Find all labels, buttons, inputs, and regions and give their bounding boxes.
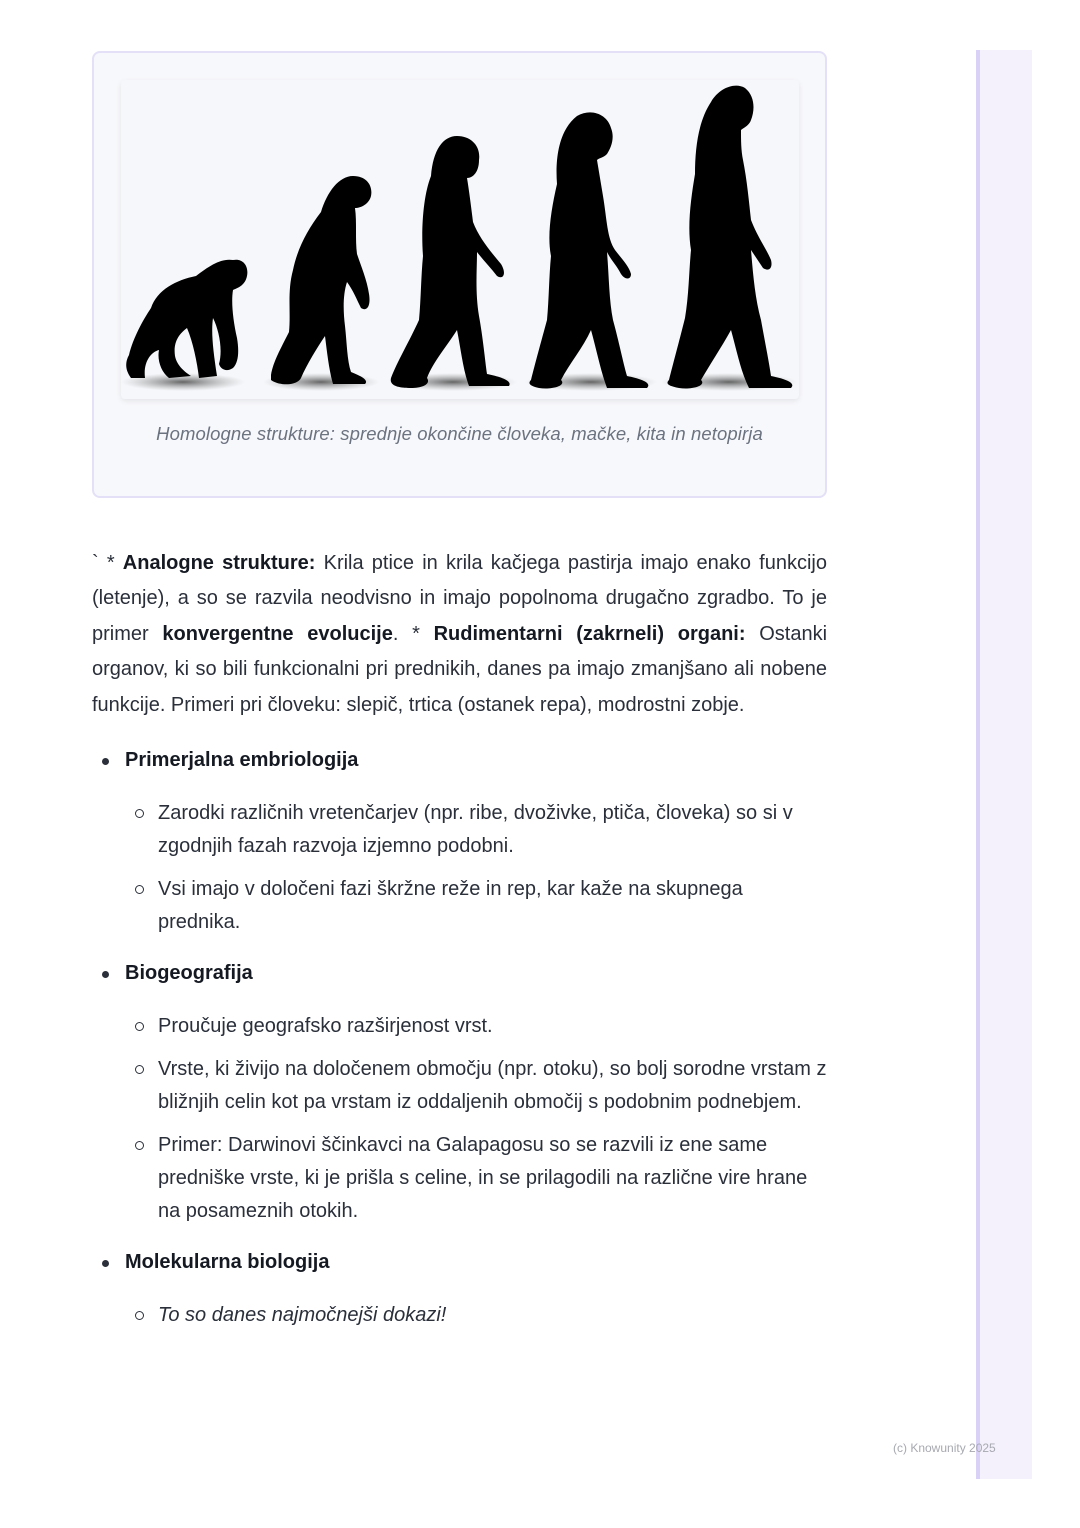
paragraph-separator: . *: [392, 622, 434, 645]
list-item-embryology: [92, 744, 827, 939]
list-item: Proučuje geografsko razširjenost vrst.: [125, 1010, 827, 1043]
section-title: Primerjalna embriologija: [125, 749, 359, 772]
convergent-evolution-term: konvergentne evolucije: [162, 622, 393, 645]
list-item: Primer: Darwinovi ščinkavci na Galapagosu so se razvili iz ene same predniške vrste, ki je prišla s celine, in se prilagodili na različne vire hrane na posameznih otokih.: [125, 1129, 827, 1228]
analogous-rudimentary-paragraph: [92, 546, 827, 723]
evolution-image: [121, 80, 799, 399]
list-item: Vsi imajo v določeni fazi škržne reže in rep, kar kaže na skupnega prednika.: [125, 873, 827, 939]
paragraph-prefix: ` *: [92, 552, 123, 574]
analog-structures-text: Krila ptice in krila kačjega pastirja imajo enako funkcijo (letenje), a so se razvila neodvisno in imajo popolnoma drugačno zgradbo. To je primer: [92, 552, 827, 645]
rudimentary-organs-text: Ostanki organov, ki so bili funkcionalni pri prednikih, danes pa imajo zmanjšano ali nobene funkcije. Primeri pri človeku: slepič, trtica (ostanek repa), modrostni zobje.: [92, 622, 828, 716]
list-item-biogeography: [92, 957, 827, 1228]
figure-box: [92, 51, 827, 498]
section-title: Molekularna biologija: [125, 1251, 330, 1274]
rudimentary-organs-label: Rudimentarni (zakrneli) organi:: [433, 622, 746, 645]
list-item: Vrste, ki živijo na določenem območju (npr. otoku), so bolj sorodne vrstam z bližnjih celin kot pa vrstam iz oddaljenih območij s podobnim podnebjem.: [125, 1053, 827, 1119]
document-page: [92, 51, 827, 1350]
list-item: Zarodki različnih vretenčarjev (npr. ribe, dvoživke, ptiča, človeka) so si v zgodnjih fazah razvoja izjemno podobni.: [125, 797, 827, 863]
analog-structures-label: Analogne strukture:: [122, 552, 316, 574]
right-sidebar-panel: [976, 50, 1032, 1479]
list-item-molecular-biology: [92, 1246, 827, 1332]
sub-list: [125, 797, 827, 939]
evolution-silhouettes-icon: [121, 80, 799, 399]
sub-list: [125, 1010, 827, 1228]
list-item: To so danes najmočnejši dokazi!: [125, 1299, 827, 1332]
evidence-list: [92, 744, 827, 1332]
section-title: Biogeografija: [125, 962, 253, 985]
copyright-footer: (c) Knowunity 2025: [893, 1441, 996, 1455]
figure-caption: Homologne strukture: sprednje okončine človeka, mačke, kita in netopirja: [156, 423, 763, 444]
sub-list: [125, 1299, 827, 1332]
